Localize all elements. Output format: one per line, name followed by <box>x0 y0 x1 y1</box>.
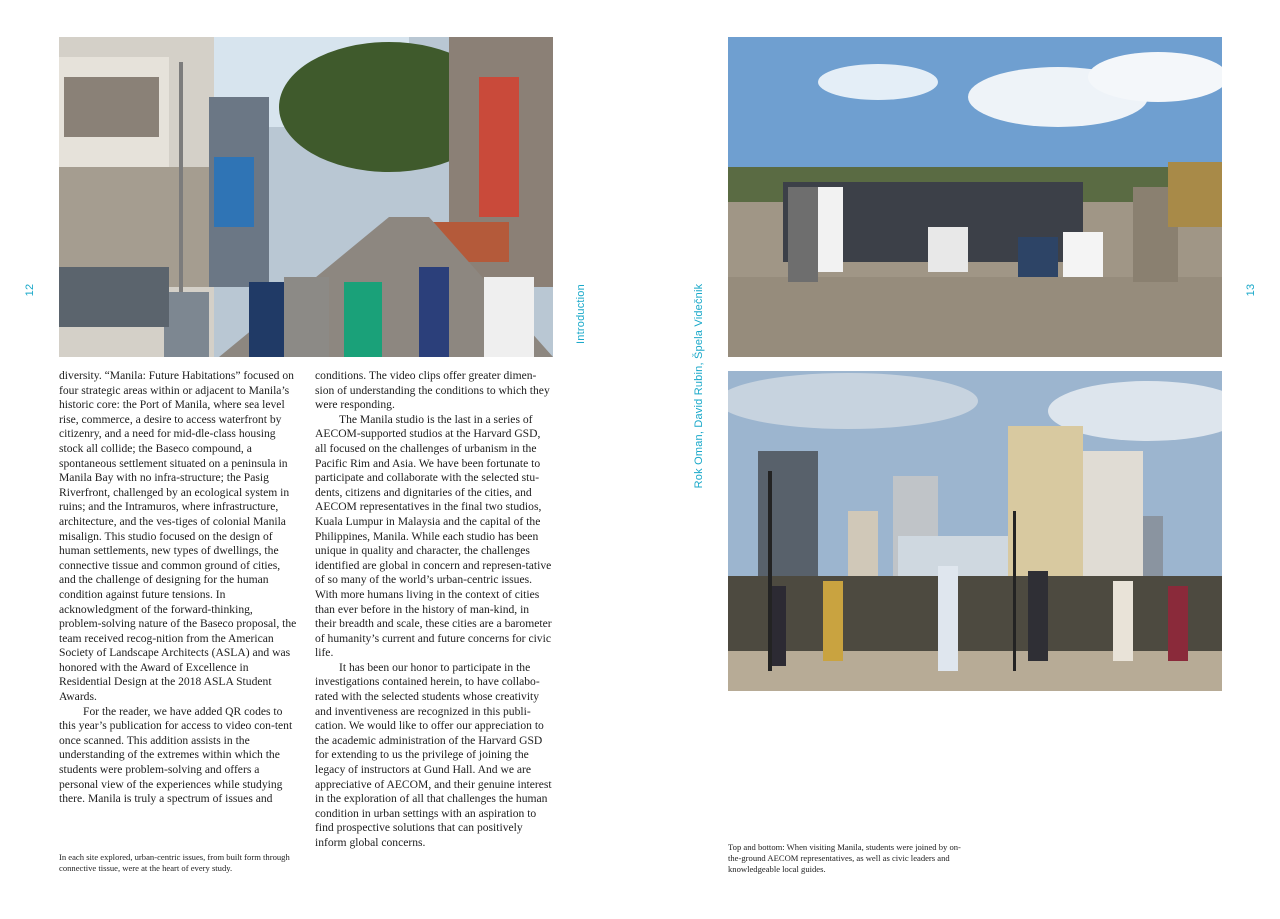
paragraph: It has been our honor to participate in the investigations contained herein, to have collabo-rated with the selected students whose creativity and inventiveness are recognized in this publi-cation. We would like to offer our appreciation to the academic administration of the Harvard GSD for extending to us the privilege of joining the legacy of instructors at Gund Hall. And we are appreciative of AECOM, and their genuine interest in the exploration of all that challenges the human condition in urban settings with an aspiration to find prospective solutions that can positively inform global concerns. <box>315 660 552 849</box>
street-scene-photo <box>59 37 553 357</box>
paragraph: conditions. The video clips offer greater dimen-sion of understanding the conditions to which they were responding. <box>315 369 550 412</box>
paragraph: The Manila studio is the last in a series of AECOM-supported studios at the Harvard GSD, all focused on the challenges of urbanism in the Pacific Rim and Asia. We have been fortunate to participate and collaborate with the selected stu-dents, citizens and dignitaries of the cities, and AECOM representatives in the final two studios, Kuala Lumpur in Malaysia and the capital of the Philippines, Manila. While each studio has been unique in quality and character, the challenges identified are global in concern and represen-tative of so many of the world’s urban-centric issues. With more humans living in the context of cities than ever before in the history of man-kind, in their breadth and scale, these cities are a barometer of humanity’s current and future concerns for civic life. <box>315 412 552 660</box>
paragraph: diversity. “Manila: Future Habitations” focused on four strategic areas within or adjacent to Manila’s historic core: the Port of Manila, where sea level rise, commerce, a desire to access waterfront by citizenry, and a need for mid-dle-class housing stock all collide; the Baseco compound, a spontaneous settlement situated on a peninsula in Manila Bay with no infra-structure; the Pasig Riverfront, challenged by an ecological system in ruins; and the Intramuros, where infrastructure, architecture, and the ves-tiges of colonial Manila misalign. This studio focused on the design of human settlements, new types of dwellings, the connective tissue and common ground of cities, and the challenge of designing for the human condition against future tensions. In acknowledgment of the forward-thinking, problem-solving nature of the Baseco proposal, the team received recog-nition from the American Society of Landscape Architects (ASLA) and was honored with the Award of Excellence in Residential Design at the 2018 ASLA Student Awards. <box>59 369 297 704</box>
page-number-left: 12 <box>24 283 36 297</box>
section-label: Introduction <box>575 284 587 344</box>
skyline-group-photo <box>728 371 1222 691</box>
text-column-left <box>59 369 297 807</box>
group-photo-top <box>728 37 1222 357</box>
caption-right: Top and bottom: When visiting Manila, students were joined by on-the-ground AECOM representatives, as well as civic leaders and knowledgeable local guides. <box>728 842 961 874</box>
page-number-right: 13 <box>1245 283 1257 297</box>
caption-left: In each site explored, urban-centric issues, from built form through connective tissue, were at the heart of every study. <box>59 852 290 873</box>
paragraph: For the reader, we have added QR codes to this year’s publication for access to video con-tent once scanned. This addition assists in the understanding of the extremes within which the students were problem-solving and offers a personal view of the experiences while studying there. Manila is truly a spectrum of issues and <box>59 704 293 806</box>
text-column-right <box>315 369 553 851</box>
authors-label: Rok Oman, David Rubin, Špela Videčnik <box>693 283 705 489</box>
